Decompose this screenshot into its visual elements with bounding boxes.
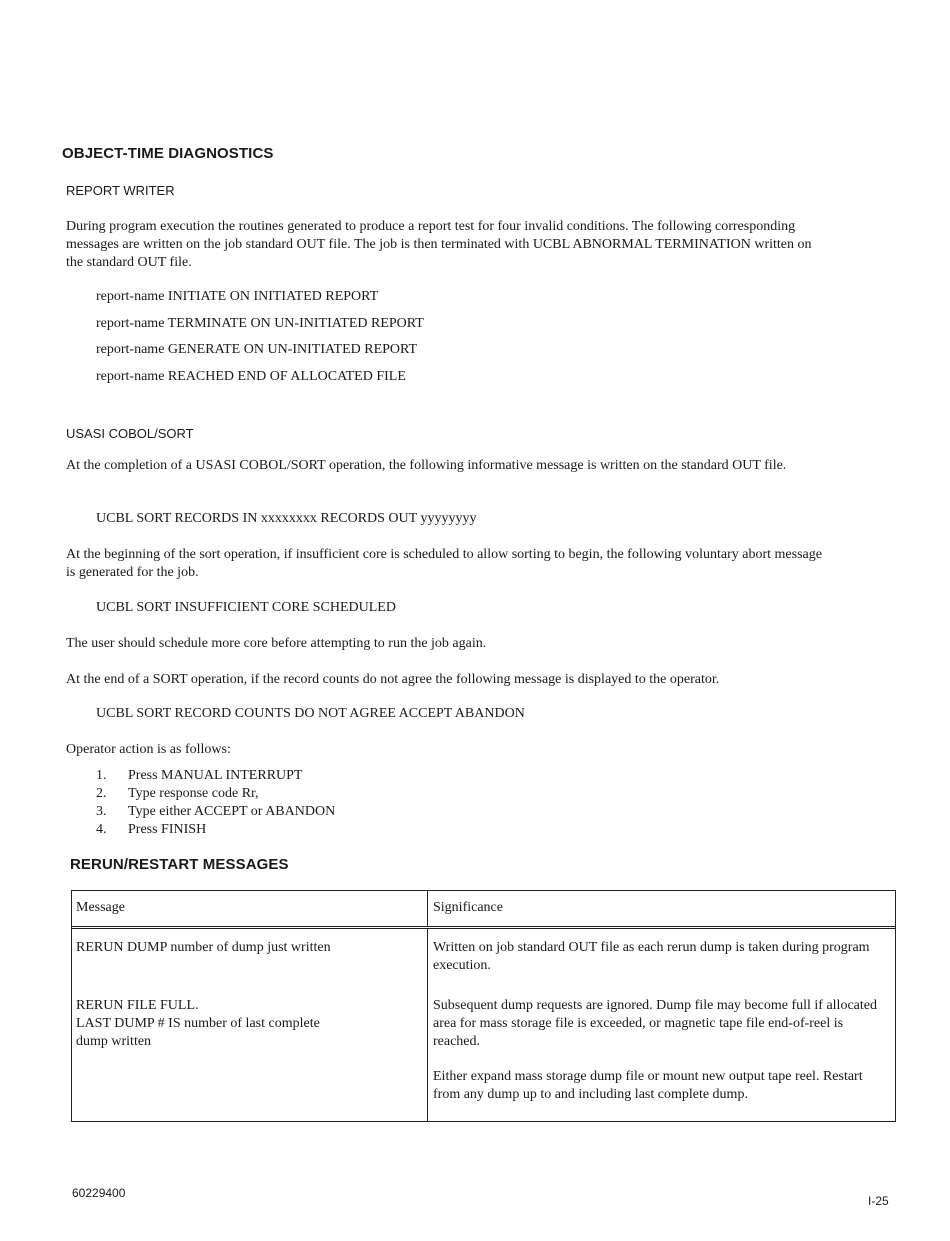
sort-record-counts-message: UCBL SORT RECORD COUNTS DO NOT AGREE ACCEPT ABANDON	[96, 706, 525, 721]
subheading-report-writer: REPORT WRITER	[66, 183, 175, 198]
rerun-messages-table	[71, 890, 896, 1122]
message-text: RERUN DUMP number of dump just written	[76, 940, 331, 955]
table-cell-significance	[428, 928, 897, 982]
significance-text: Subsequent dump requests are ignored. Dump file may become full if allocated area for mass storage file is exceeded, or magnetic tape file end-of-reel is reached.	[433, 998, 877, 1050]
report-writer-intro: During program execution the routines generated to produce a report test for four invalid conditions. The following corresponding messages are written on the job standard OUT file. The job is then terminated with UCBL ABNORMAL TERMINATION written on the standard OUT file.	[66, 219, 812, 270]
table-cell-message	[71, 981, 428, 1122]
cobol-sort-paragraph-1: At the completion of a USASI COBOL/SORT operation, the following informative message is written on the standard OUT file.	[66, 458, 787, 473]
table-row	[71, 928, 896, 982]
list-item-text: Type either ACCEPT or ABANDON	[128, 804, 336, 819]
column-header-significance: Significance	[428, 890, 897, 928]
operator-action-list	[96, 767, 335, 839]
sort-insufficient-core-message: UCBL SORT INSUFFICIENT CORE SCHEDULED	[96, 600, 396, 615]
cobol-sort-paragraph-3: The user should schedule more core before attempting to run the job again.	[66, 636, 487, 651]
section-heading-rerun-restart: RERUN/RESTART MESSAGES	[70, 856, 289, 873]
list-item-number: 2.	[96, 786, 107, 801]
significance-text: Either expand mass storage dump file or mount new output tape reel. Restart from any dump up to and including last complete dump.	[433, 1069, 863, 1103]
cobol-sort-paragraph-2: At the beginning of the sort operation, if insufficient core is scheduled to allow sorting to begin, the following voluntary abort message is generated for the job.	[66, 547, 822, 580]
report-writer-message: report-name REACHED END OF ALLOCATED FILE	[96, 369, 406, 384]
operator-action-intro: Operator action is as follows:	[66, 742, 231, 757]
list-item-number: 1.	[96, 768, 107, 783]
report-writer-message: report-name TERMINATE ON UN-INITIATED REPORT	[96, 316, 424, 331]
report-writer-message: report-name INITIATE ON INITIATED REPORT	[96, 289, 379, 304]
significance-text: Written on job standard OUT file as each rerun dump is taken during program execution.	[433, 940, 870, 973]
table-row	[71, 981, 896, 1122]
document-number: 60229400	[72, 1186, 126, 1200]
table-header-row	[71, 890, 896, 928]
list-item	[96, 821, 335, 839]
list-item-text: Press MANUAL INTERRUPT	[128, 768, 303, 783]
list-item-text: Type response code Rr,	[128, 786, 259, 801]
message-line: RERUN FILE FULL.	[76, 998, 199, 1014]
list-item-number: 4.	[96, 822, 107, 837]
list-item-number: 3.	[96, 804, 107, 819]
list-item	[96, 785, 335, 803]
report-writer-message: report-name GENERATE ON UN-INITIATED REPORT	[96, 342, 418, 357]
message-line: dump written	[76, 1034, 152, 1050]
message-line: LAST DUMP # IS number of last complete	[76, 1016, 320, 1032]
list-item	[96, 767, 335, 785]
sort-records-message: UCBL SORT RECORDS IN xxxxxxxx RECORDS OUT yyyyyyyy	[96, 511, 477, 526]
table-cell-significance	[428, 981, 897, 1122]
list-item	[96, 803, 335, 821]
table-cell-message	[71, 928, 428, 982]
page-number: I-25	[868, 1194, 889, 1208]
section-heading-object-time-diagnostics: OBJECT-TIME DIAGNOSTICS	[62, 145, 274, 162]
column-header-message: Message	[71, 890, 428, 928]
list-item-text: Press FINISH	[128, 822, 207, 837]
subheading-cobol-sort: USASI COBOL/SORT	[66, 426, 194, 441]
cobol-sort-paragraph-4: At the end of a SORT operation, if the record counts do not agree the following message is displayed to the operator.	[66, 672, 720, 687]
message-text	[76, 981, 422, 1051]
